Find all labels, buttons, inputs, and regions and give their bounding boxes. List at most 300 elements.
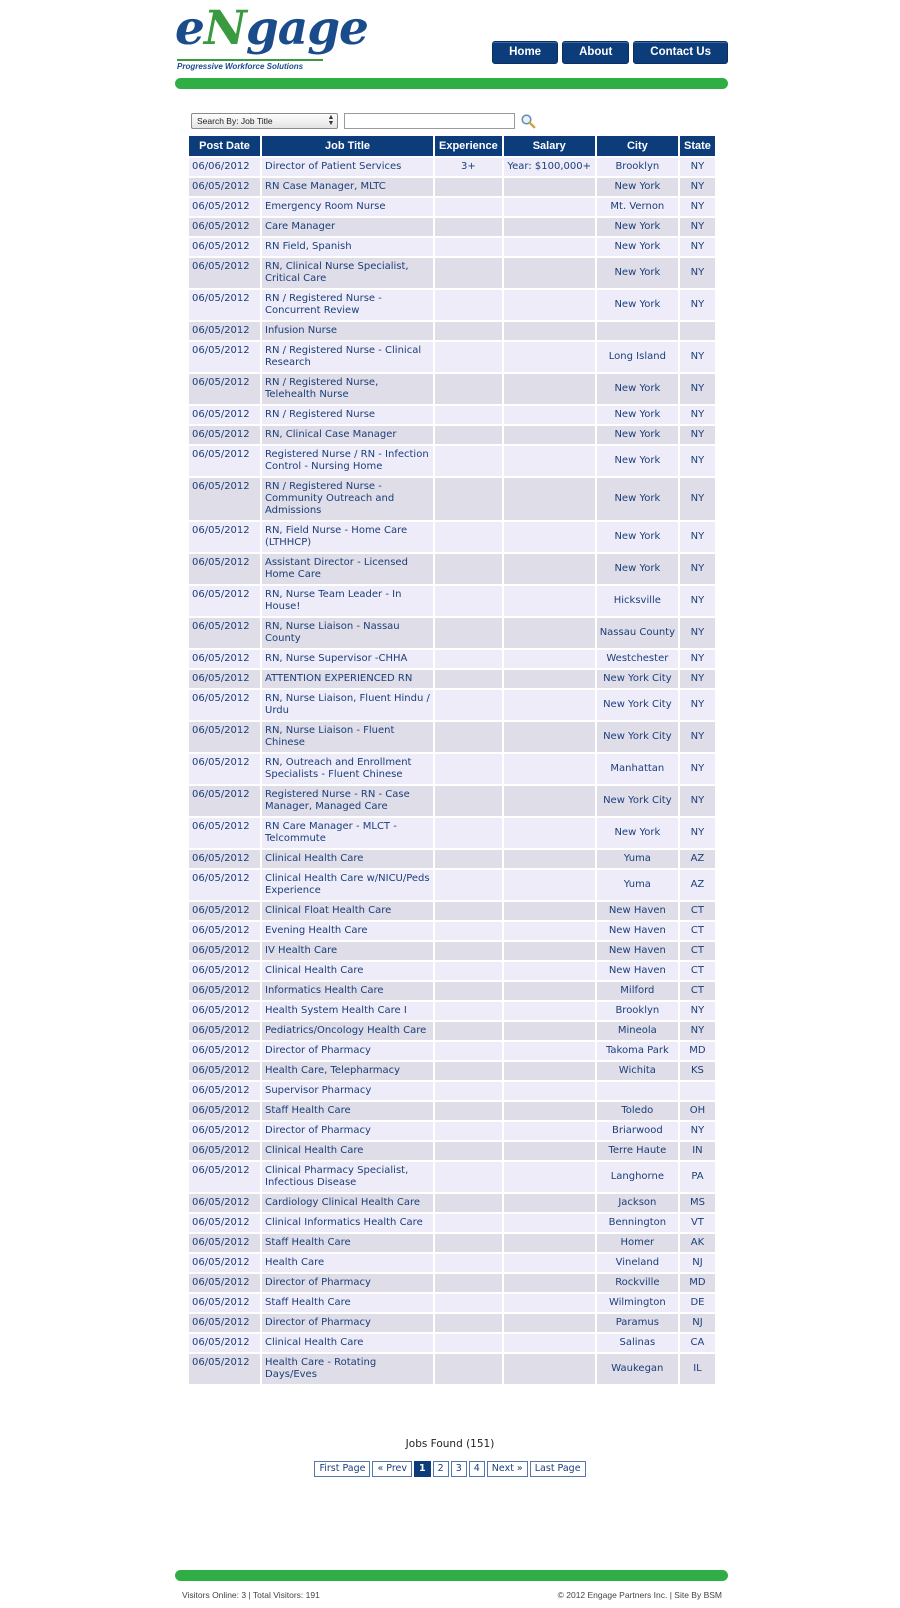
cell-job-title: [262, 942, 433, 960]
job-title-link[interactable]: Supervisor Pharmacy: [265, 1085, 372, 1096]
cell-city: Waukegan: [597, 1354, 678, 1384]
cell-city: New Haven: [597, 962, 678, 980]
cell-state: CT: [680, 922, 715, 940]
cell-city: New York: [597, 522, 678, 552]
table-row[interactable]: [189, 238, 715, 256]
table-row[interactable]: [189, 342, 715, 372]
cell-experience: [435, 1294, 502, 1312]
cell-state: NY: [680, 198, 715, 216]
table-row[interactable]: [189, 1234, 715, 1252]
table-row[interactable]: [189, 962, 715, 980]
cell-post-date: 06/05/2012: [189, 1294, 260, 1312]
cell-experience: [435, 1234, 502, 1252]
job-title-link[interactable]: Director of Pharmacy: [265, 1277, 371, 1288]
cell-state: [680, 322, 715, 340]
job-title-link[interactable]: Informatics Health Care: [265, 985, 384, 996]
cell-job-title: [262, 650, 433, 668]
cell-job-title: [262, 322, 433, 340]
cell-state: PA: [680, 1162, 715, 1192]
job-title-link[interactable]: Cardiology Clinical Health Care: [265, 1197, 421, 1208]
cell-state: NY: [680, 238, 715, 256]
footer-divider-bar: [175, 1570, 728, 1581]
header-post-date[interactable]: Post Date: [189, 136, 260, 156]
cell-salary: [504, 902, 595, 920]
job-title-link[interactable]: RN, Nurse Liaison - Nassau County: [265, 621, 400, 644]
cell-experience: [435, 322, 502, 340]
table-row[interactable]: [189, 618, 715, 648]
job-title-link[interactable]: RN / Registered Nurse, Telehealth Nurse: [265, 377, 379, 400]
job-title-link[interactable]: Care Manager: [265, 221, 336, 232]
cell-job-title: [262, 982, 433, 1000]
table-row[interactable]: [189, 1214, 715, 1232]
cell-post-date: 06/05/2012: [189, 1082, 260, 1100]
cell-state: [680, 1082, 715, 1100]
job-title-link[interactable]: RN, Nurse Liaison - Fluent Chinese: [265, 725, 395, 748]
cell-city: Mt. Vernon: [597, 198, 678, 216]
cell-job-title: [262, 1234, 433, 1252]
cell-salary: [504, 554, 595, 584]
pager-link[interactable]: 2: [433, 1461, 449, 1477]
job-title-link[interactable]: Registered Nurse - RN - Case Manager, Managed Care: [265, 789, 410, 812]
table-row[interactable]: [189, 1122, 715, 1140]
job-title-link[interactable]: Staff Health Care: [265, 1297, 351, 1308]
cell-state: CT: [680, 962, 715, 980]
cell-state: NY: [680, 406, 715, 424]
cell-job-title: [262, 1334, 433, 1352]
cell-salary: [504, 198, 595, 216]
nav-home-button[interactable]: Home: [492, 41, 558, 64]
table-row[interactable]: [189, 290, 715, 320]
cell-post-date: 06/05/2012: [189, 690, 260, 720]
table-row[interactable]: [189, 1082, 715, 1100]
cell-experience: [435, 754, 502, 784]
cell-salary: [504, 1354, 595, 1384]
search-by-select[interactable]: [191, 113, 338, 129]
cell-post-date: 06/05/2012: [189, 902, 260, 920]
table-row[interactable]: [189, 982, 715, 1000]
table-row[interactable]: [189, 850, 715, 868]
job-title-link[interactable]: RN, Field Nurse - Home Care (LTHHCP): [265, 525, 408, 548]
cell-state: IL: [680, 1354, 715, 1384]
table-row[interactable]: [189, 322, 715, 340]
cell-city: Milford: [597, 982, 678, 1000]
cell-experience: [435, 850, 502, 868]
cell-job-title: [262, 1022, 433, 1040]
job-title-link[interactable]: Director of Pharmacy: [265, 1125, 371, 1136]
cell-salary: [504, 1002, 595, 1020]
cell-experience: [435, 446, 502, 476]
job-title-link[interactable]: RN, Outreach and Enrollment Specialists - Fluent Chinese: [265, 757, 412, 780]
cell-experience: [435, 1022, 502, 1040]
cell-post-date: 06/05/2012: [189, 1142, 260, 1160]
cell-state: MS: [680, 1194, 715, 1212]
cell-post-date: 06/05/2012: [189, 1254, 260, 1272]
table-row[interactable]: [189, 586, 715, 616]
cell-job-title: [262, 1142, 433, 1160]
cell-state: DE: [680, 1294, 715, 1312]
cell-job-title: [262, 754, 433, 784]
table-row[interactable]: [189, 446, 715, 476]
cell-salary: [504, 406, 595, 424]
cell-experience: [435, 406, 502, 424]
table-row[interactable]: [189, 1354, 715, 1384]
job-title-link[interactable]: Clinical Health Care: [265, 965, 364, 976]
cell-post-date: 06/05/2012: [189, 650, 260, 668]
cell-job-title: [262, 198, 433, 216]
table-row[interactable]: [189, 902, 715, 920]
cell-salary: [504, 1022, 595, 1040]
cell-salary: [504, 478, 595, 520]
cell-experience: [435, 1314, 502, 1332]
cell-job-title: [262, 406, 433, 424]
cell-job-title: [262, 670, 433, 688]
cell-experience: [435, 618, 502, 648]
pager-link[interactable]: Last Page: [530, 1461, 586, 1477]
cell-job-title: [262, 1102, 433, 1120]
cell-city: Brooklyn: [597, 1002, 678, 1020]
pager-link[interactable]: First Page: [314, 1461, 370, 1477]
table-row[interactable]: [189, 258, 715, 288]
table-row[interactable]: [189, 522, 715, 552]
cell-city: New York: [597, 406, 678, 424]
cell-job-title: [262, 786, 433, 816]
job-title-link[interactable]: Assistant Director - Licensed Home Care: [265, 557, 408, 580]
cell-city: Langhorne: [597, 1162, 678, 1192]
table-row[interactable]: [189, 650, 715, 668]
pager-link[interactable]: 3: [451, 1461, 467, 1477]
table-row[interactable]: [189, 754, 715, 784]
table-row[interactable]: [189, 218, 715, 236]
cell-experience: [435, 1062, 502, 1080]
cell-job-title: [262, 238, 433, 256]
header-job-title[interactable]: Job Title: [262, 136, 433, 156]
table-row[interactable]: [189, 786, 715, 816]
cell-city: Wichita: [597, 1062, 678, 1080]
cell-city: Nassau County: [597, 618, 678, 648]
job-title-link[interactable]: Health System Health Care I: [265, 1005, 407, 1016]
job-title-link[interactable]: Director of Pharmacy: [265, 1045, 371, 1056]
cell-post-date: 06/05/2012: [189, 1194, 260, 1212]
header-experience[interactable]: Experience: [435, 136, 502, 156]
cell-experience: [435, 922, 502, 940]
table-row[interactable]: [189, 1102, 715, 1120]
cell-experience: [435, 982, 502, 1000]
cell-city: Jackson: [597, 1194, 678, 1212]
cell-job-title: [262, 850, 433, 868]
table-row[interactable]: [189, 1042, 715, 1060]
cell-job-title: [262, 554, 433, 584]
job-title-link[interactable]: RN Field, Spanish: [265, 241, 352, 252]
job-title-link[interactable]: Clinical Health Care: [265, 1337, 364, 1348]
cell-salary: [504, 690, 595, 720]
job-title-link[interactable]: RN Case Manager, MLTC: [265, 181, 386, 192]
cell-job-title: [262, 446, 433, 476]
job-title-link[interactable]: RN, Nurse Team Leader - In House!: [265, 589, 402, 612]
job-title-link[interactable]: RN, Nurse Liaison, Fluent Hindu / Urdu: [265, 693, 430, 716]
cell-salary: [504, 1062, 595, 1080]
cell-post-date: 06/05/2012: [189, 670, 260, 688]
search-icon[interactable]: [520, 113, 536, 129]
cell-experience: [435, 1162, 502, 1192]
cell-job-title: [262, 618, 433, 648]
cell-salary: [504, 322, 595, 340]
copyright-text: © 2012 Engage Partners Inc. | Site By BSM: [557, 1590, 722, 1600]
cell-salary: [504, 722, 595, 752]
cell-experience: [435, 786, 502, 816]
header-city[interactable]: City: [597, 136, 678, 156]
cell-post-date: 06/05/2012: [189, 290, 260, 320]
cell-city: New York: [597, 238, 678, 256]
cell-salary: [504, 786, 595, 816]
cell-post-date: 06/05/2012: [189, 238, 260, 256]
cell-state: NY: [680, 722, 715, 752]
cell-salary: [504, 1314, 595, 1332]
cell-experience: [435, 1354, 502, 1384]
job-title-link[interactable]: RN, Clinical Nurse Specialist, Critical Care: [265, 261, 409, 284]
cell-experience: [435, 670, 502, 688]
table-row[interactable]: [189, 374, 715, 404]
cell-salary: [504, 1334, 595, 1352]
table-header-row: [189, 136, 715, 156]
table-row[interactable]: [189, 178, 715, 196]
table-row[interactable]: [189, 1314, 715, 1332]
cell-city: Mineola: [597, 1022, 678, 1040]
cell-post-date: 06/05/2012: [189, 850, 260, 868]
cell-post-date: 06/05/2012: [189, 1042, 260, 1060]
cell-state: CT: [680, 982, 715, 1000]
search-input[interactable]: [344, 113, 515, 129]
nav-contact-button[interactable]: Contact Us: [633, 41, 728, 64]
job-title-link[interactable]: RN / Registered Nurse - Community Outreach and Admissions: [265, 481, 395, 516]
cell-city: Toledo: [597, 1102, 678, 1120]
job-title-link[interactable]: RN, Clinical Case Manager: [265, 429, 397, 440]
job-title-link[interactable]: Infusion Nurse: [265, 325, 338, 336]
job-title-link[interactable]: Staff Health Care: [265, 1237, 351, 1248]
cell-state: NJ: [680, 1254, 715, 1272]
table-row[interactable]: [189, 690, 715, 720]
job-title-link[interactable]: Director of Pharmacy: [265, 1317, 371, 1328]
job-title-link[interactable]: Evening Health Care: [265, 925, 368, 936]
cell-state: NY: [680, 218, 715, 236]
table-row[interactable]: [189, 818, 715, 848]
cell-salary: [504, 258, 595, 288]
table-row[interactable]: [189, 670, 715, 688]
job-title-link[interactable]: IV Health Care: [265, 945, 338, 956]
cell-state: NY: [680, 670, 715, 688]
cell-job-title: [262, 1042, 433, 1060]
cell-post-date: 06/05/2012: [189, 870, 260, 900]
cell-post-date: 06/05/2012: [189, 1334, 260, 1352]
cell-state: VT: [680, 1214, 715, 1232]
job-title-link[interactable]: RN, Nurse Supervisor -CHHA: [265, 653, 408, 664]
table-row[interactable]: [189, 722, 715, 752]
job-title-link[interactable]: RN / Registered Nurse - Concurrent Review: [265, 293, 382, 316]
job-title-link[interactable]: Clinical Informatics Health Care: [265, 1217, 423, 1228]
table-row[interactable]: [189, 554, 715, 584]
job-title-link[interactable]: Registered Nurse / RN - Infection Control - Nursing Home: [265, 449, 429, 472]
cell-salary: [504, 962, 595, 980]
cell-city: Bennington: [597, 1214, 678, 1232]
cell-job-title: [262, 962, 433, 980]
table-row[interactable]: [189, 1142, 715, 1160]
cell-salary: [504, 870, 595, 900]
cell-city: New York: [597, 374, 678, 404]
table-row[interactable]: [189, 1002, 715, 1020]
select-arrows-icon: ▲ ▼: [327, 114, 335, 127]
cell-job-title: [262, 342, 433, 372]
job-title-link[interactable]: Clinical Health Care w/NICU/Peds Experience: [265, 873, 430, 896]
table-row[interactable]: [189, 406, 715, 424]
main-nav: [492, 41, 728, 64]
cell-city: New York City: [597, 690, 678, 720]
cell-post-date: 06/05/2012: [189, 374, 260, 404]
cell-post-date: 06/05/2012: [189, 218, 260, 236]
cell-job-title: [262, 1294, 433, 1312]
cell-city: Brooklyn: [597, 158, 678, 176]
cell-experience: [435, 902, 502, 920]
job-title-link[interactable]: Clinical Health Care: [265, 853, 364, 864]
table-row[interactable]: [189, 870, 715, 900]
pagination: [0, 1461, 900, 1477]
cell-experience: [435, 342, 502, 372]
table-row[interactable]: [189, 198, 715, 216]
cell-state: NY: [680, 554, 715, 584]
pager-link[interactable]: Next »: [487, 1461, 528, 1477]
table-row[interactable]: [189, 1194, 715, 1212]
job-title-link[interactable]: Director of Patient Services: [265, 161, 402, 172]
job-title-link[interactable]: Health Care - Rotating Days/Eves: [265, 1357, 377, 1380]
cell-post-date: 06/05/2012: [189, 1162, 260, 1192]
visitor-counter: Visitors Online: 3 | Total Visitors: 191: [182, 1590, 320, 1600]
cell-job-title: [262, 1122, 433, 1140]
cell-experience: [435, 554, 502, 584]
cell-post-date: 06/05/2012: [189, 786, 260, 816]
header-state[interactable]: State: [680, 136, 715, 156]
job-title-link[interactable]: ATTENTION EXPERIENCED RN: [265, 673, 413, 684]
cell-job-title: [262, 1274, 433, 1292]
table-row[interactable]: [189, 1254, 715, 1272]
table-row[interactable]: [189, 158, 715, 176]
table-row[interactable]: [189, 1062, 715, 1080]
cell-state: NY: [680, 586, 715, 616]
cell-post-date: 06/05/2012: [189, 1234, 260, 1252]
header-salary[interactable]: Salary: [504, 136, 595, 156]
jobs-found-count: Jobs Found (151): [405, 1438, 495, 1450]
cell-city: New Haven: [597, 922, 678, 940]
engage-logo[interactable]: [175, 1, 368, 71]
search-bar: [191, 113, 541, 130]
cell-salary: Year: $100,000+: [504, 158, 595, 176]
cell-city: Vineland: [597, 1254, 678, 1272]
job-title-link[interactable]: Clinical Health Care: [265, 1145, 364, 1156]
job-title-link[interactable]: Staff Health Care: [265, 1105, 351, 1116]
cell-city: Rockville: [597, 1274, 678, 1292]
cell-post-date: 06/05/2012: [189, 198, 260, 216]
job-title-link[interactable]: RN Care Manager - MLCT - Telcommute: [265, 821, 397, 844]
job-title-link[interactable]: RN / Registered Nurse - Clinical Research: [265, 345, 422, 368]
cell-experience: [435, 1042, 502, 1060]
table-row[interactable]: [189, 1334, 715, 1352]
cell-salary: [504, 218, 595, 236]
cell-salary: [504, 1214, 595, 1232]
pager-link[interactable]: 1: [414, 1461, 431, 1477]
cell-post-date: 06/05/2012: [189, 1354, 260, 1384]
cell-city: New York City: [597, 670, 678, 688]
job-title-link[interactable]: Clinical Float Health Care: [265, 905, 392, 916]
table-row[interactable]: [189, 1274, 715, 1292]
cell-salary: [504, 942, 595, 960]
cell-post-date: 06/05/2012: [189, 722, 260, 752]
cell-job-title: [262, 178, 433, 196]
cell-job-title: [262, 870, 433, 900]
nav-about-button[interactable]: About: [562, 41, 629, 64]
table-row[interactable]: [189, 1162, 715, 1192]
cell-salary: [504, 446, 595, 476]
cell-city: New Haven: [597, 942, 678, 960]
cell-city: Long Island: [597, 342, 678, 372]
cell-state: MD: [680, 1042, 715, 1060]
job-title-link[interactable]: RN / Registered Nurse: [265, 409, 376, 420]
cell-state: NY: [680, 426, 715, 444]
cell-experience: [435, 1082, 502, 1100]
table-row[interactable]: [189, 1294, 715, 1312]
cell-salary: [504, 342, 595, 372]
cell-city: New York: [597, 478, 678, 520]
cell-state: NY: [680, 690, 715, 720]
cell-experience: [435, 198, 502, 216]
cell-salary: [504, 922, 595, 940]
cell-post-date: 06/05/2012: [189, 478, 260, 520]
table-row[interactable]: [189, 426, 715, 444]
table-row[interactable]: [189, 478, 715, 520]
cell-salary: [504, 754, 595, 784]
cell-salary: [504, 426, 595, 444]
cell-salary: [504, 1102, 595, 1120]
cell-post-date: 06/05/2012: [189, 754, 260, 784]
table-row[interactable]: [189, 922, 715, 940]
job-title-link[interactable]: Clinical Pharmacy Specialist, Infectious Disease: [265, 1165, 409, 1188]
job-title-link[interactable]: Pediatrics/Oncology Health Care: [265, 1025, 427, 1036]
cell-experience: 3+: [435, 158, 502, 176]
cell-post-date: 06/05/2012: [189, 618, 260, 648]
cell-city: Hicksville: [597, 586, 678, 616]
cell-job-title: [262, 522, 433, 552]
cell-job-title: [262, 218, 433, 236]
cell-job-title: [262, 426, 433, 444]
cell-job-title: [262, 722, 433, 752]
cell-experience: [435, 1214, 502, 1232]
cell-city: Yuma: [597, 870, 678, 900]
table-row[interactable]: [189, 942, 715, 960]
cell-state: NY: [680, 446, 715, 476]
cell-salary: [504, 1274, 595, 1292]
cell-state: NY: [680, 342, 715, 372]
job-title-link[interactable]: Health Care, Telepharmacy: [265, 1065, 401, 1076]
cell-experience: [435, 942, 502, 960]
pager-link[interactable]: 4: [469, 1461, 485, 1477]
job-title-link[interactable]: Health Care: [265, 1257, 325, 1268]
pager-link[interactable]: « Prev: [372, 1461, 412, 1477]
site-footer: [182, 1590, 722, 1600]
cell-experience: [435, 478, 502, 520]
job-title-link[interactable]: Emergency Room Nurse: [265, 201, 386, 212]
cell-experience: [435, 1274, 502, 1292]
table-row[interactable]: [189, 1022, 715, 1040]
cell-experience: [435, 818, 502, 848]
cell-experience: [435, 1142, 502, 1160]
cell-state: NY: [680, 178, 715, 196]
cell-experience: [435, 258, 502, 288]
